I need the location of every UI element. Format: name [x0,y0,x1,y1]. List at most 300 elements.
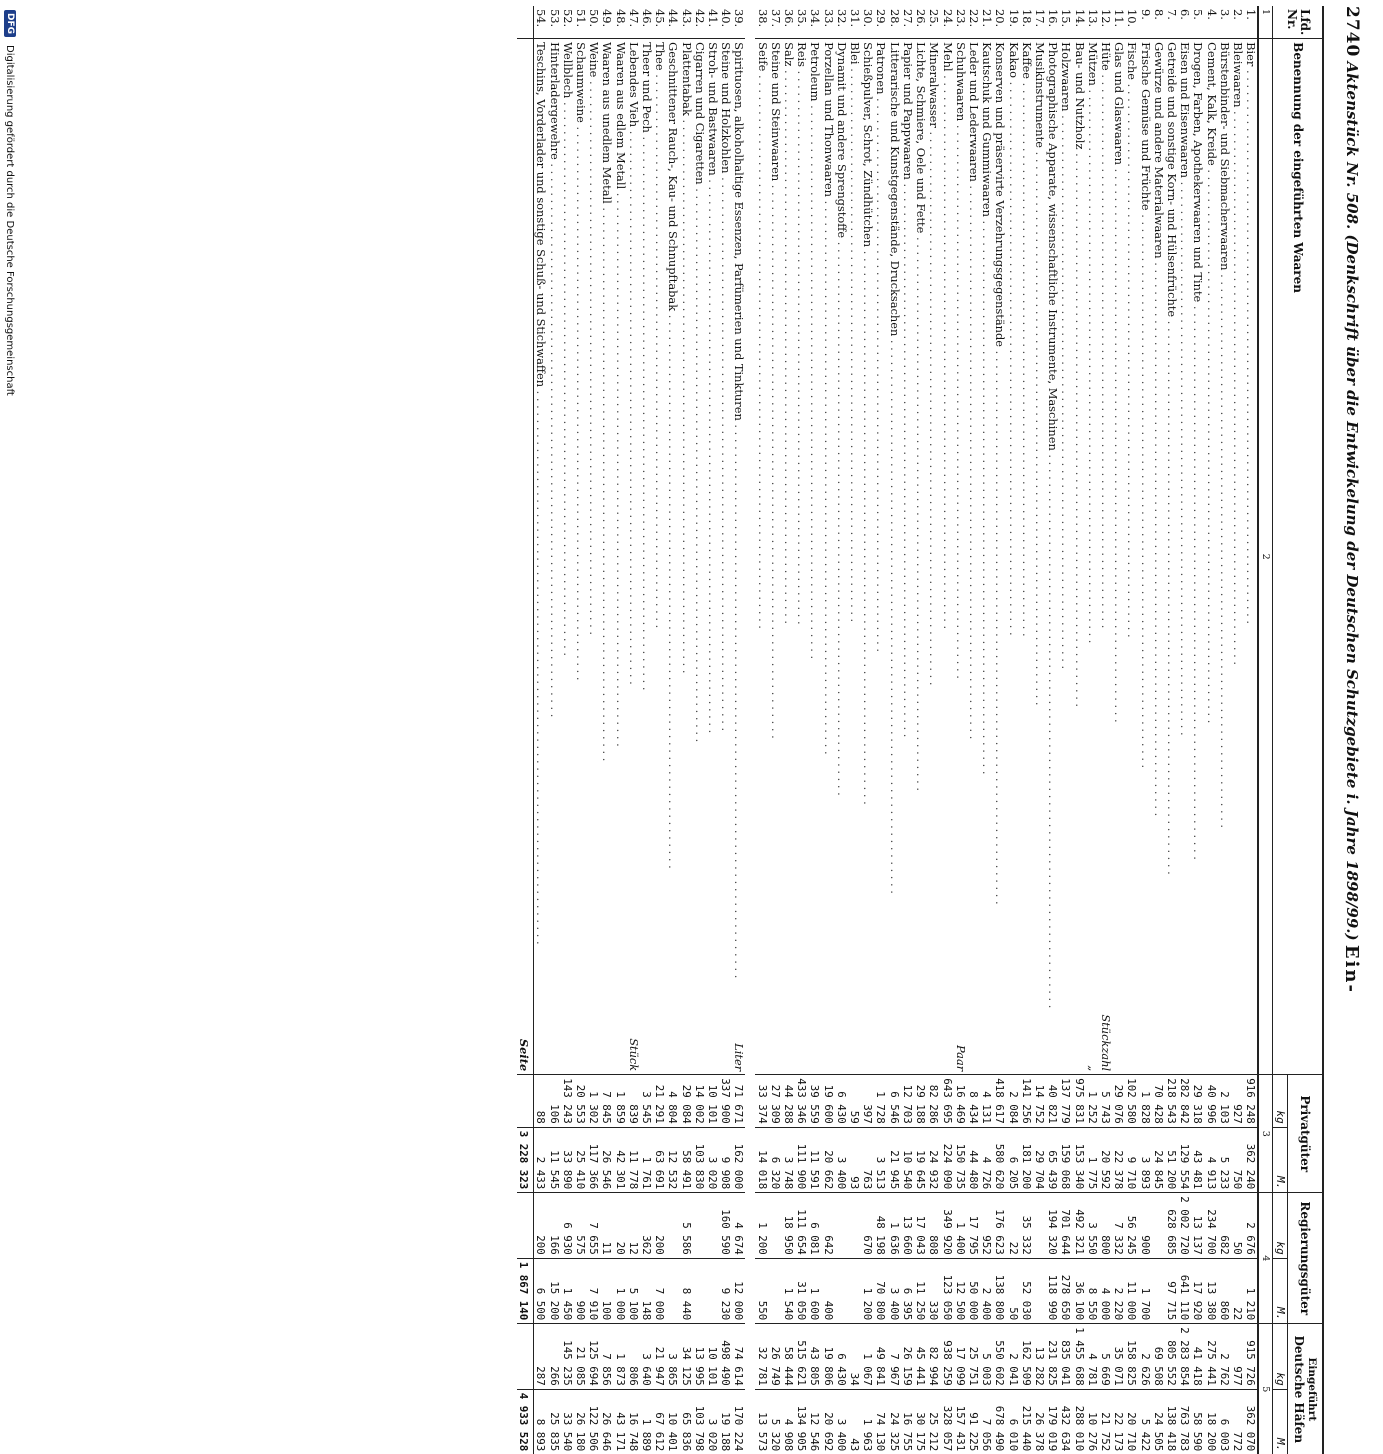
cell-value: 26 378 [1032,1412,1046,1452]
cell-value: 1 302 [587,1075,600,1128]
cell-value: 3 640 [640,1324,653,1390]
row-number: 17. [1033,6,1046,39]
cell-value: 24 505 [1151,1412,1165,1452]
row-number: 20. [993,6,1006,39]
cell-value: 6 395 [901,1258,914,1324]
goods-name: Teschins, Vorderlader und sonstige Schuß- und Stichwaffen . . . [534,39,548,1012]
cell-value: 63 691 [653,1127,666,1193]
cell-value: 860 [1218,1258,1231,1324]
total-value [517,1075,534,1128]
goods-name: Kautschuk und Gummiwaaren . . . [980,39,993,1012]
cell-value: 19 806 [821,1324,834,1390]
cell-value: 29 084 [679,1075,692,1128]
cell-value: 29 318 [1191,1075,1204,1128]
unit-label [874,1011,887,1074]
col-number: 5 [1258,1324,1273,1454]
cell-value: 433 346 [795,1075,808,1128]
goods-name: Waaren aus edlem Metall . . . [613,39,626,1012]
cell-value: 11 250 [914,1258,927,1324]
cell-value: 7 845 [600,1075,613,1128]
cell-value: 103 830 [693,1127,706,1193]
cell-value: 26 159 [901,1324,914,1390]
cell-value: 24 325 [887,1412,901,1452]
cell-value: 17 099 [954,1324,967,1390]
row-number: 12. [1099,6,1112,39]
table-row [901,6,914,1454]
cell-value: 641 110 [1178,1258,1191,1324]
goods-name: Theer und Pech . . . [640,39,653,1012]
row-number: 42. [693,6,706,39]
cell-value: 25 751 [967,1324,980,1390]
cell-value: 134 905 [795,1405,809,1452]
unit-label [1204,1011,1217,1074]
unit-label: Stück [627,1011,640,1074]
cell-value: 125 694 [587,1324,600,1390]
cell-value: 800 [1099,1193,1112,1259]
cell-value: 6 010 [1006,1418,1020,1452]
cell-value: 6 546 [888,1075,901,1128]
cell-value: 5 233 [1218,1127,1231,1193]
cell-value: 7 332 [1112,1193,1125,1259]
table-row [980,6,993,1454]
row-number: 53. [547,6,560,39]
cell-value: 224 090 [940,1127,953,1193]
col-number: 4 [1258,1193,1273,1324]
table-row [1112,6,1125,1454]
cell-value: 330 [927,1258,940,1324]
cell-value: 74 130 [874,1412,888,1452]
goods-name: Salz . . . [782,39,795,1012]
cell-value: 11 545 [547,1127,560,1193]
unit-label [808,1011,821,1074]
unit-label [1072,1011,1085,1074]
cell-value: 12 532 [666,1127,679,1193]
cell-value: 40 821 [1046,1075,1059,1128]
unit-label [600,1011,613,1074]
cell-value: 43 481 [1191,1127,1204,1193]
cell-value: 10 276 [1085,1412,1099,1452]
cell-value [835,1193,848,1259]
total-value: 4 933 528 [517,1389,534,1454]
unit-label [861,1011,874,1074]
row-number: 49. [600,6,613,39]
cell-value: 349 920 [940,1193,953,1259]
cell-value: 678 490 [993,1405,1007,1452]
cell-value: 772 [1230,1431,1244,1452]
unit-label [1218,1011,1231,1074]
cell-value: 111 900 [795,1127,808,1193]
col-nr-header: Lfd. Nr. [1273,6,1323,39]
unit-label [640,1011,653,1074]
goods-name: Drogen, Farben, Apothekerwaaren und Tinte . . . [1191,39,1204,1012]
unit-label [666,1011,679,1074]
cell-value: 492 321 [1072,1193,1085,1259]
cell-value: 26 646 [600,1412,614,1452]
cell-value: 218 543 [1165,1075,1178,1128]
row-number: 16. [1046,6,1059,39]
side-credit [0,0,22,1000]
cell-value: 12 000 [732,1258,745,1324]
unit-label [1125,1011,1138,1074]
cell-value: 12 703 [901,1075,914,1128]
total-row [517,6,534,1454]
cell-value: 1 540 [782,1258,795,1324]
cell-value: 7 856 [600,1324,613,1390]
cell-value: 4 131 [980,1075,993,1128]
cell-value: 9 710 [1125,1127,1138,1193]
cell-value: 25 212 [927,1412,941,1452]
goods-name: Mützen . . . [1086,39,1099,1012]
cell-value: 58 444 [782,1324,795,1390]
cell-value: 13 573 [755,1412,769,1452]
goods-name: Frische Gemüse und Früchte . . . [1138,39,1151,1012]
cell-value [1152,1258,1165,1324]
cell-value: 103 798 [692,1405,706,1452]
cell-value: 5 586 [679,1193,692,1259]
row-number: 41. [706,6,719,39]
unit-label [534,1011,548,1074]
row-number: 32. [835,6,848,39]
cell-value: 16 755 [900,1412,914,1452]
goods-name: Cement, Kalk, Kreide . . . [1204,39,1217,1012]
cell-value: 5 669 [1099,1324,1112,1390]
unit-label [1165,1011,1178,1074]
cell-value: 65 439 [1046,1127,1059,1193]
cell-value [1033,1193,1046,1259]
row-number: 10. [1125,6,1138,39]
cell-value [706,1193,719,1259]
unit-label [547,1011,560,1074]
row-number: 11. [1112,6,1125,39]
row-number: 51. [574,6,587,39]
cell-value: 2 041 [1006,1324,1019,1390]
cell-value: 29 188 [914,1075,927,1128]
cell-value [693,1193,706,1259]
cell-value: 59 [848,1075,861,1128]
table-body [517,6,1258,1454]
cell-value: 25 410 [574,1127,587,1193]
table-row [666,6,679,1454]
row-number: 23. [954,6,967,39]
cell-value: 2 676 [1244,1193,1258,1259]
cell-value: 14 018 [755,1127,768,1193]
col-name-header: Benennung der eingeführten Waaren [1273,39,1323,1075]
cell-value: 1 252 [1086,1075,1099,1128]
cell-value: 5 422 [1138,1418,1152,1452]
cell-value: 24 932 [927,1127,940,1193]
cell-value: 275 441 [1204,1324,1217,1390]
cell-value: 40 996 [1204,1075,1217,1128]
total-label: Seite [517,39,534,1075]
cell-value: 550 602 [993,1324,1006,1390]
cell-value: 1 067 [861,1324,874,1390]
goods-name: Leder und Lederwaaren . . . [967,39,980,1012]
row-number: 44. [666,6,679,39]
row-number: 5. [1191,6,1204,39]
row-number: 24. [940,6,953,39]
cell-value: 50 [1006,1258,1019,1324]
cell-value [666,1258,679,1324]
cell-value: 11 000 [1125,1258,1138,1324]
table-row [1099,6,1112,1454]
cell-value [769,1193,782,1259]
cell-value: 22 173 [1112,1412,1126,1452]
table-row [706,6,719,1454]
cell-value: 43 [848,1438,862,1452]
cell-value: 1 636 [888,1193,901,1259]
row-number: 15. [1059,6,1072,39]
cell-value: 839 [627,1075,640,1128]
goods-name: Papier und Pappwaaren . . . [901,39,914,1012]
cell-value: 1 450 [561,1258,574,1324]
goods-name: Plattentabak . . . [679,39,692,1012]
cell-value: 900 [1138,1193,1151,1259]
unit-label [706,1011,719,1074]
cell-value: 12 [627,1193,640,1259]
table-row [755,6,768,1454]
goods-name: Kakao . . . [1006,39,1019,1012]
goods-name: Geschnittener Rauch-, Kau- und Schnupftabak . . . [666,39,679,1012]
cell-value: 181 200 [1020,1127,1033,1193]
cell-value: 19 600 [821,1075,834,1128]
unit-label [1033,1011,1046,1074]
cell-value: 70 800 [874,1258,887,1324]
table-row [1020,6,1033,1454]
cell-value: 143 243 [561,1075,574,1128]
unit-label [967,1011,980,1074]
unit-label [1020,1011,1033,1074]
row-number: 30. [861,6,874,39]
table-row [874,6,887,1454]
cell-value: 3 400 [835,1127,848,1193]
cell-value: 43 805 [808,1324,821,1390]
cell-value: 18 200 [1204,1412,1218,1452]
row-number: 40. [719,6,732,39]
cell-value: 2 626 [1138,1324,1151,1390]
unit-label [653,1011,666,1074]
row-separator [745,6,755,1454]
cell-value: 123 050 [940,1258,953,1324]
cell-value: 19 645 [914,1127,927,1193]
goods-name: Cigarren und Cigaretten . . . [693,39,706,1012]
row-number: 26. [914,6,927,39]
cell-value: 33 374 [755,1075,768,1128]
table-row [808,6,821,1454]
total-value: 1 867 140 [517,1258,534,1324]
page-header [1334,6,1370,994]
unit-label [574,1011,587,1074]
cell-value: 153 340 [1072,1127,1085,1193]
cell-value: 4 726 [980,1127,993,1193]
cell-value: 26 180 [574,1412,588,1452]
cell-value: 2 400 [980,1258,993,1324]
cell-value: 580 620 [993,1127,1006,1193]
cell-value: 13 660 [901,1193,914,1259]
dfg-logo: DFG [4,10,16,37]
row-number: 22. [967,6,980,39]
goods-name: Mineralwasser . . . [927,39,940,1012]
cell-value: 34 [848,1324,861,1390]
goods-name: Steine und Holzkohlen . . . [719,39,732,1012]
table-row [888,6,901,1454]
goods-name: Bleiwaaren . . . [1231,39,1244,1012]
row-number: 38. [755,6,768,39]
cell-value: 16 748 [626,1412,640,1452]
table-row [719,6,732,1454]
cell-value: 33 540 [560,1412,574,1452]
cell-value: 82 994 [927,1324,940,1390]
page-title: Aktenstück Nr. 508. (Denkschrift über die Entwickelung der Deutschen Schutzgebiete i. Jahre 1898/99.) [1343,61,1361,941]
table-row [547,6,560,1454]
table-row [1138,6,1151,1454]
cell-value: 6 930 [561,1193,574,1259]
cell-value: 2 433 [534,1127,548,1193]
cell-value: 26 546 [600,1127,613,1193]
cell-value: 88 [534,1075,548,1128]
cell-value: 337 900 [719,1075,732,1128]
col-number: 3 [1258,1075,1273,1193]
cell-value: 158 825 [1125,1324,1138,1390]
cell-value: 25 835 [547,1412,561,1452]
goods-name: Getreide und sonstige Korn- und Hülsenfrüchte . . . [1165,39,1178,1012]
table-row [769,6,782,1454]
cell-value: 6 081 [808,1193,821,1259]
unit-kg-3: kg [1273,1324,1287,1390]
row-number: 13. [1086,6,1099,39]
total-value [517,1324,534,1390]
cell-value: 97 715 [1165,1258,1178,1324]
cell-value: 41 418 [1191,1324,1204,1390]
cell-value: 643 695 [940,1075,953,1128]
total-value: 3 228 323 [517,1127,534,1193]
group-government: Regierungsgüter [1287,1193,1323,1324]
cell-value [848,1193,861,1259]
row-number: 14. [1072,6,1085,39]
cell-value: 145 235 [561,1324,574,1390]
header-continuation: Ein- [1341,944,1363,994]
row-number: 54. [534,6,548,39]
cell-value: 3 400 [888,1258,901,1324]
goods-name: Fische . . . [1125,39,1138,1012]
cell-value: 575 [574,1193,587,1259]
cell-value: 682 [1218,1193,1231,1259]
cell-value: 52 030 [1020,1258,1033,1324]
unit-kg-2: kg [1273,1193,1287,1259]
cell-value: 160 590 [719,1193,732,1259]
cell-value: 2 084 [1006,1075,1019,1128]
row-number: 3. [1218,6,1231,39]
unit-label: Stückzahl [1099,1011,1112,1074]
unit-label [927,1011,940,1074]
cell-value: 808 [927,1193,940,1259]
cell-value: 3 550 [1086,1193,1099,1259]
cell-value: 51 200 [1165,1127,1178,1193]
cell-value: 122 506 [587,1405,601,1452]
table-row [1125,6,1138,1454]
cell-value: 915 726 [1244,1324,1258,1390]
table-row [534,6,548,1454]
cell-value: 93 [848,1127,861,1193]
cell-value: 11 [600,1193,613,1259]
goods-name: Glas und Glaswaaren . . . [1112,39,1125,1012]
cell-value: 65 836 [679,1412,693,1452]
goods-name: Patronen . . . [874,39,887,1012]
table-row [561,6,574,1454]
table-row [600,6,613,1454]
cell-value: 3 400 [834,1418,848,1452]
unit-label [1244,1011,1258,1074]
cell-value: 900 [574,1258,587,1324]
cell-value: 36 100 [1072,1258,1085,1324]
cell-value: 11 591 [808,1127,821,1193]
goods-name: Hinterladergewehre . . . [547,39,560,1012]
cell-value: 14 752 [1033,1075,1046,1128]
cell-value: 2 762 [1218,1324,1231,1390]
cell-value: 1 200 [755,1193,768,1259]
cell-value: 927 [1231,1075,1244,1128]
unit-label [561,1011,574,1074]
cell-value [769,1258,782,1324]
table-row [782,6,795,1454]
goods-name: Petroleum . . . [808,39,821,1012]
unit-label: Liter [732,1011,745,1074]
cell-value: 6 430 [835,1324,848,1390]
cell-value [1033,1258,1046,1324]
table-row [1046,6,1059,1454]
cell-value: 266 [547,1324,560,1390]
cell-value: 3 893 [1138,1127,1151,1193]
cell-value: 129 554 [1178,1127,1191,1193]
goods-name: Holzwaaren . . . [1059,39,1072,1012]
group-german-ports-label: Deutsche Häfen [1291,1335,1306,1444]
cell-value: 50 [1231,1193,1244,1259]
table-row [627,6,640,1454]
row-number: 19. [1006,6,1019,39]
cell-value: 157 431 [953,1405,967,1452]
cell-value: 20 692 [821,1412,835,1452]
cell-value: 2 283 854 [1178,1324,1191,1390]
cell-value: 27 309 [769,1075,782,1128]
unit-label [1112,1011,1125,1074]
table-row [1204,6,1217,1454]
cell-value: 1 000 [613,1258,626,1324]
unit-label [782,1011,795,1074]
cell-value: 22 378 [1112,1127,1125,1193]
cell-value [693,1258,706,1324]
row-number: 33. [821,6,834,39]
unit-label [940,1011,953,1074]
cell-value: 13 380 [1204,1258,1217,1324]
cell-value: 234 700 [1204,1193,1217,1259]
cell-value: 6 003 [1217,1418,1231,1452]
cell-value: 628 685 [1165,1193,1178,1259]
cell-value: 1 200 [861,1258,874,1324]
unit-label [901,1011,914,1074]
cell-value: 10 101 [706,1324,719,1390]
unit-label [613,1011,626,1074]
cell-value: 102 580 [1125,1075,1138,1128]
cell-value: 166 [547,1193,560,1259]
cell-value: 1 828 [1138,1075,1151,1128]
unit-label [980,1011,993,1074]
cell-value: 4 908 [782,1418,796,1452]
cell-value: 10 401 [666,1412,680,1452]
cell-value: 48 198 [874,1193,887,1259]
cell-value: 763 783 [1178,1405,1192,1452]
table-row [732,6,745,1454]
cell-value: 4 913 [1204,1127,1217,1193]
row-number: 45. [653,6,666,39]
